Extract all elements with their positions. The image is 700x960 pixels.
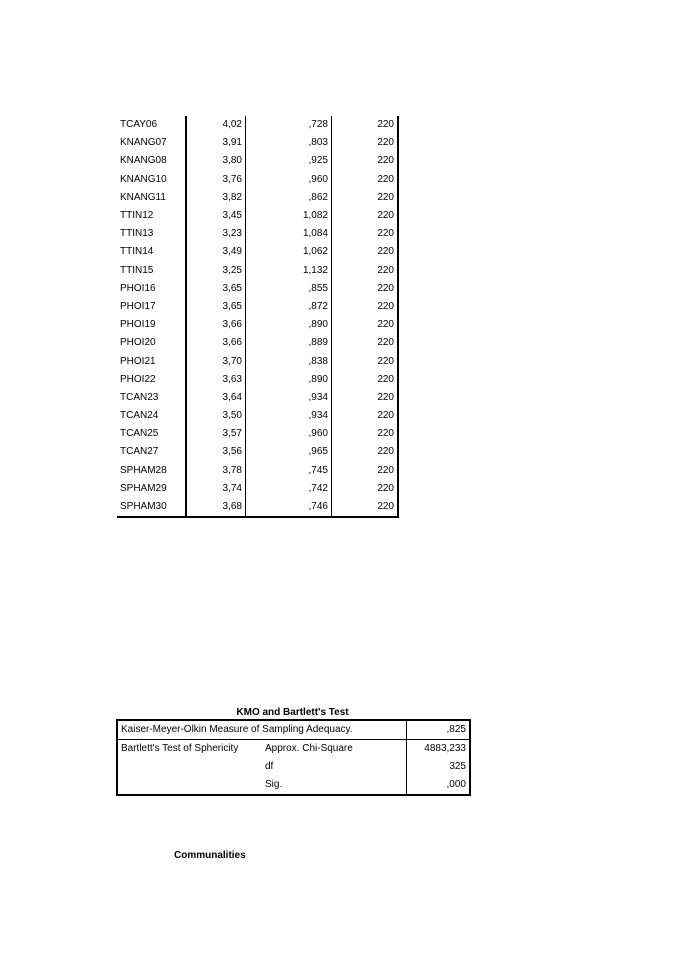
mean-cell: 4,02 — [186, 116, 246, 134]
variable-name-cell: TCAY06 — [117, 116, 186, 134]
std-deviation-cell: ,890 — [246, 316, 332, 334]
n-cell: 220 — [332, 443, 399, 461]
n-cell: 220 — [332, 225, 399, 243]
std-deviation-cell: ,745 — [246, 462, 332, 480]
std-deviation-cell: ,925 — [246, 152, 332, 170]
table-row — [117, 352, 398, 370]
df-value: 325 — [407, 758, 471, 776]
n-cell: 220 — [332, 389, 399, 407]
chi-square-value: 4883,233 — [407, 740, 471, 759]
table-row — [117, 298, 398, 316]
std-deviation-cell: ,934 — [246, 407, 332, 425]
mean-cell: 3,66 — [186, 316, 246, 334]
std-deviation-cell: ,872 — [246, 298, 332, 316]
table-row — [117, 280, 398, 298]
std-deviation-cell: ,889 — [246, 334, 332, 352]
table-row — [117, 171, 398, 189]
std-deviation-cell: ,862 — [246, 189, 332, 207]
communalities-title: Communalities — [174, 850, 246, 861]
variable-name-cell: PHOI19 — [117, 316, 186, 334]
mean-cell: 3,23 — [186, 225, 246, 243]
table-row — [117, 243, 398, 261]
std-deviation-cell: ,934 — [246, 389, 332, 407]
variable-name-cell: PHOI21 — [117, 352, 186, 370]
std-deviation-cell: ,838 — [246, 352, 332, 370]
variable-name-cell: TCAN27 — [117, 443, 186, 461]
n-cell: 220 — [332, 480, 399, 498]
table-row — [117, 152, 398, 170]
mean-cell: 3,65 — [186, 298, 246, 316]
n-cell: 220 — [332, 425, 399, 443]
n-cell: 220 — [332, 243, 399, 261]
chi-square-label: Approx. Chi-Square — [265, 743, 353, 754]
df-row — [117, 758, 470, 776]
mean-cell: 3,50 — [186, 407, 246, 425]
std-deviation-cell: ,746 — [246, 498, 332, 517]
mean-cell: 3,78 — [186, 462, 246, 480]
table-row — [117, 116, 398, 134]
variable-name-cell: KNANG07 — [117, 134, 186, 152]
kmo-label: Kaiser-Meyer-Olkin Measure of Sampling Adequacy. — [117, 720, 407, 740]
df-label: df — [265, 761, 274, 772]
table-row — [117, 407, 398, 425]
n-cell: 220 — [332, 462, 399, 480]
variable-name-cell: TCAN24 — [117, 407, 186, 425]
n-cell: 220 — [332, 152, 399, 170]
n-cell: 220 — [332, 280, 399, 298]
std-deviation-cell: 1,082 — [246, 207, 332, 225]
n-cell: 220 — [332, 316, 399, 334]
n-cell: 220 — [332, 189, 399, 207]
n-cell: 220 — [332, 262, 399, 280]
n-cell: 220 — [332, 171, 399, 189]
mean-cell: 3,65 — [186, 280, 246, 298]
sig-row — [117, 776, 470, 795]
table-row — [117, 480, 398, 498]
std-deviation-cell: ,742 — [246, 480, 332, 498]
n-cell: 220 — [332, 334, 399, 352]
mean-cell: 3,63 — [186, 371, 246, 389]
mean-cell: 3,45 — [186, 207, 246, 225]
n-cell: 220 — [332, 352, 399, 370]
table-row — [117, 389, 398, 407]
mean-cell: 3,25 — [186, 262, 246, 280]
variable-name-cell: PHOI17 — [117, 298, 186, 316]
std-deviation-cell: ,890 — [246, 371, 332, 389]
bartlett-label: Bartlett's Test of Sphericity — [121, 743, 239, 754]
mean-cell: 3,66 — [186, 334, 246, 352]
variable-name-cell: PHOI16 — [117, 280, 186, 298]
variable-name-cell: SPHAM30 — [117, 498, 186, 517]
std-deviation-cell: 1,084 — [246, 225, 332, 243]
mean-cell: 3,64 — [186, 389, 246, 407]
std-deviation-cell: 1,132 — [246, 262, 332, 280]
std-deviation-cell: ,960 — [246, 171, 332, 189]
table-row — [117, 425, 398, 443]
table-row — [117, 443, 398, 461]
table-row — [117, 134, 398, 152]
mean-cell: 3,70 — [186, 352, 246, 370]
std-deviation-cell: ,803 — [246, 134, 332, 152]
mean-cell: 3,57 — [186, 425, 246, 443]
variable-name-cell: KNANG11 — [117, 189, 186, 207]
n-cell: 220 — [332, 371, 399, 389]
descriptive-statistics-table — [117, 116, 399, 518]
mean-cell: 3,80 — [186, 152, 246, 170]
std-deviation-cell: 1,062 — [246, 243, 332, 261]
variable-name-cell: SPHAM29 — [117, 480, 186, 498]
n-cell: 220 — [332, 207, 399, 225]
sig-label: Sig. — [265, 779, 283, 790]
n-cell: 220 — [332, 298, 399, 316]
n-cell: 220 — [332, 407, 399, 425]
chi-square-row — [117, 740, 470, 759]
table-row — [117, 262, 398, 280]
n-cell: 220 — [332, 116, 399, 134]
kmo-value: ,825 — [407, 720, 471, 740]
kmo-row — [117, 720, 470, 740]
variable-name-cell: TTIN13 — [117, 225, 186, 243]
std-deviation-cell: ,728 — [246, 116, 332, 134]
variable-name-cell: TCAN23 — [117, 389, 186, 407]
variable-name-cell: TCAN25 — [117, 425, 186, 443]
variable-name-cell: PHOI20 — [117, 334, 186, 352]
std-deviation-cell: ,965 — [246, 443, 332, 461]
mean-cell: 3,76 — [186, 171, 246, 189]
variable-name-cell: TTIN12 — [117, 207, 186, 225]
std-deviation-cell: ,855 — [246, 280, 332, 298]
table-row — [117, 334, 398, 352]
table-row — [117, 462, 398, 480]
table-row — [117, 207, 398, 225]
mean-cell: 3,82 — [186, 189, 246, 207]
table-row — [117, 225, 398, 243]
mean-cell: 3,91 — [186, 134, 246, 152]
n-cell: 220 — [332, 134, 399, 152]
sig-value: ,000 — [407, 776, 471, 795]
variable-name-cell: KNANG10 — [117, 171, 186, 189]
mean-cell: 3,68 — [186, 498, 246, 517]
table-row — [117, 371, 398, 389]
variable-name-cell: TTIN15 — [117, 262, 186, 280]
kmo-bartlett-table — [116, 719, 471, 796]
variable-name-cell: PHOI22 — [117, 371, 186, 389]
mean-cell: 3,74 — [186, 480, 246, 498]
mean-cell: 3,56 — [186, 443, 246, 461]
mean-cell: 3,49 — [186, 243, 246, 261]
table-row — [117, 189, 398, 207]
variable-name-cell: TTIN14 — [117, 243, 186, 261]
variable-name-cell: SPHAM28 — [117, 462, 186, 480]
std-deviation-cell: ,960 — [246, 425, 332, 443]
table-row — [117, 498, 398, 517]
n-cell: 220 — [332, 498, 399, 517]
variable-name-cell: KNANG08 — [117, 152, 186, 170]
kmo-bartlett-title: KMO and Bartlett's Test — [236, 707, 349, 718]
table-row — [117, 316, 398, 334]
